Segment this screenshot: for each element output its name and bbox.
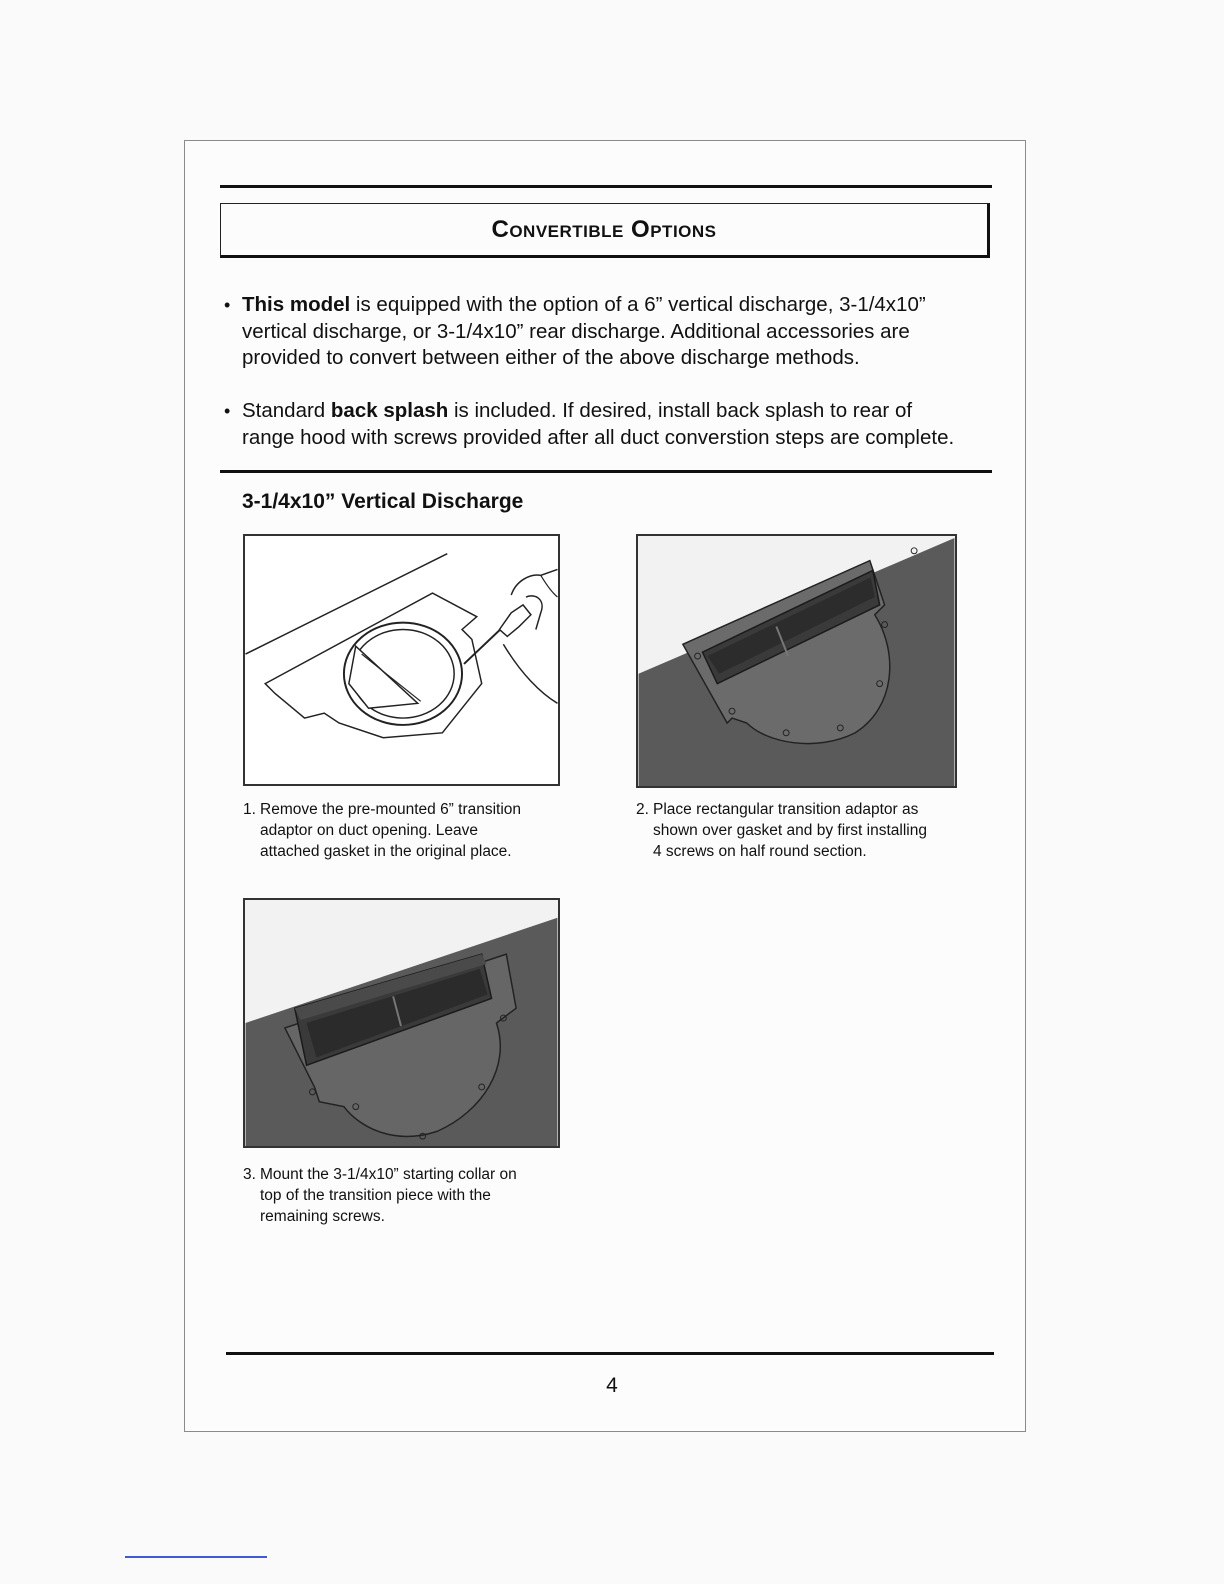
- section-title-box: [220, 203, 990, 258]
- duct-opening-illustration: [245, 536, 558, 784]
- bullet-dot: •: [224, 401, 231, 421]
- figure-step-3: [243, 898, 560, 1148]
- caption-line: Place rectangular transition adaptor as: [653, 801, 919, 818]
- bullet-text: is equipped with the option of a 6” vertical discharge, 3-1/4x10”: [350, 293, 926, 316]
- bullet-text: vertical discharge, or 3-1/4x10” rear discharge. Additional accessories are: [242, 319, 910, 343]
- caption-line: shown over gasket and by first installing: [653, 822, 927, 839]
- bullet-bold-text: back splash: [330, 399, 449, 422]
- section-heading: 3-1/4x10” Vertical Discharge: [242, 490, 524, 513]
- caption-line: top of the transition piece with the: [260, 1187, 491, 1204]
- caption-line: Mount the 3-1/4x10” starting collar on: [260, 1166, 517, 1183]
- bullet-text: provided to convert between either of the above discharge methods.: [242, 346, 860, 369]
- bullet-this-model: [224, 292, 1012, 372]
- bullet-text: range hood with screws provided after all duct converstion steps are complete.: [242, 425, 955, 449]
- step-number: 1.: [243, 801, 256, 818]
- caption-line: remaining screws.: [260, 1208, 385, 1225]
- figure-step-2: [636, 534, 957, 788]
- top-rule: [220, 185, 992, 188]
- bottom-rule: [226, 1352, 994, 1355]
- step-1-caption: [243, 799, 573, 862]
- bottom-left-link-underline: [125, 1556, 267, 1558]
- page-number: 4: [606, 1374, 618, 1397]
- bullet-text: Standard: [242, 399, 331, 422]
- bullet-dot: •: [224, 295, 231, 315]
- caption-line: Remove the pre-mounted 6” transition: [260, 801, 522, 818]
- bullet-bold-text: This model: [242, 293, 351, 316]
- bullet-back-splash: [224, 398, 1012, 451]
- caption-line: attached gasket in the original place.: [260, 843, 512, 860]
- adaptor-photo-illustration: [638, 536, 955, 786]
- bullet-text: is included. If desired, install back splash to rear of: [448, 399, 913, 422]
- figure-step-1: [243, 534, 560, 786]
- caption-line: adaptor on duct opening. Leave: [260, 822, 479, 839]
- step-2-caption: [636, 799, 966, 862]
- step-3-caption: [243, 1164, 573, 1227]
- step-number: 3.: [243, 1166, 256, 1183]
- step-number: 2.: [636, 801, 649, 818]
- collar-photo-illustration: [245, 900, 558, 1146]
- caption-line: 4 screws on half round section.: [653, 843, 867, 860]
- page-title: Convertible Options: [491, 216, 717, 243]
- middle-rule: [220, 470, 992, 473]
